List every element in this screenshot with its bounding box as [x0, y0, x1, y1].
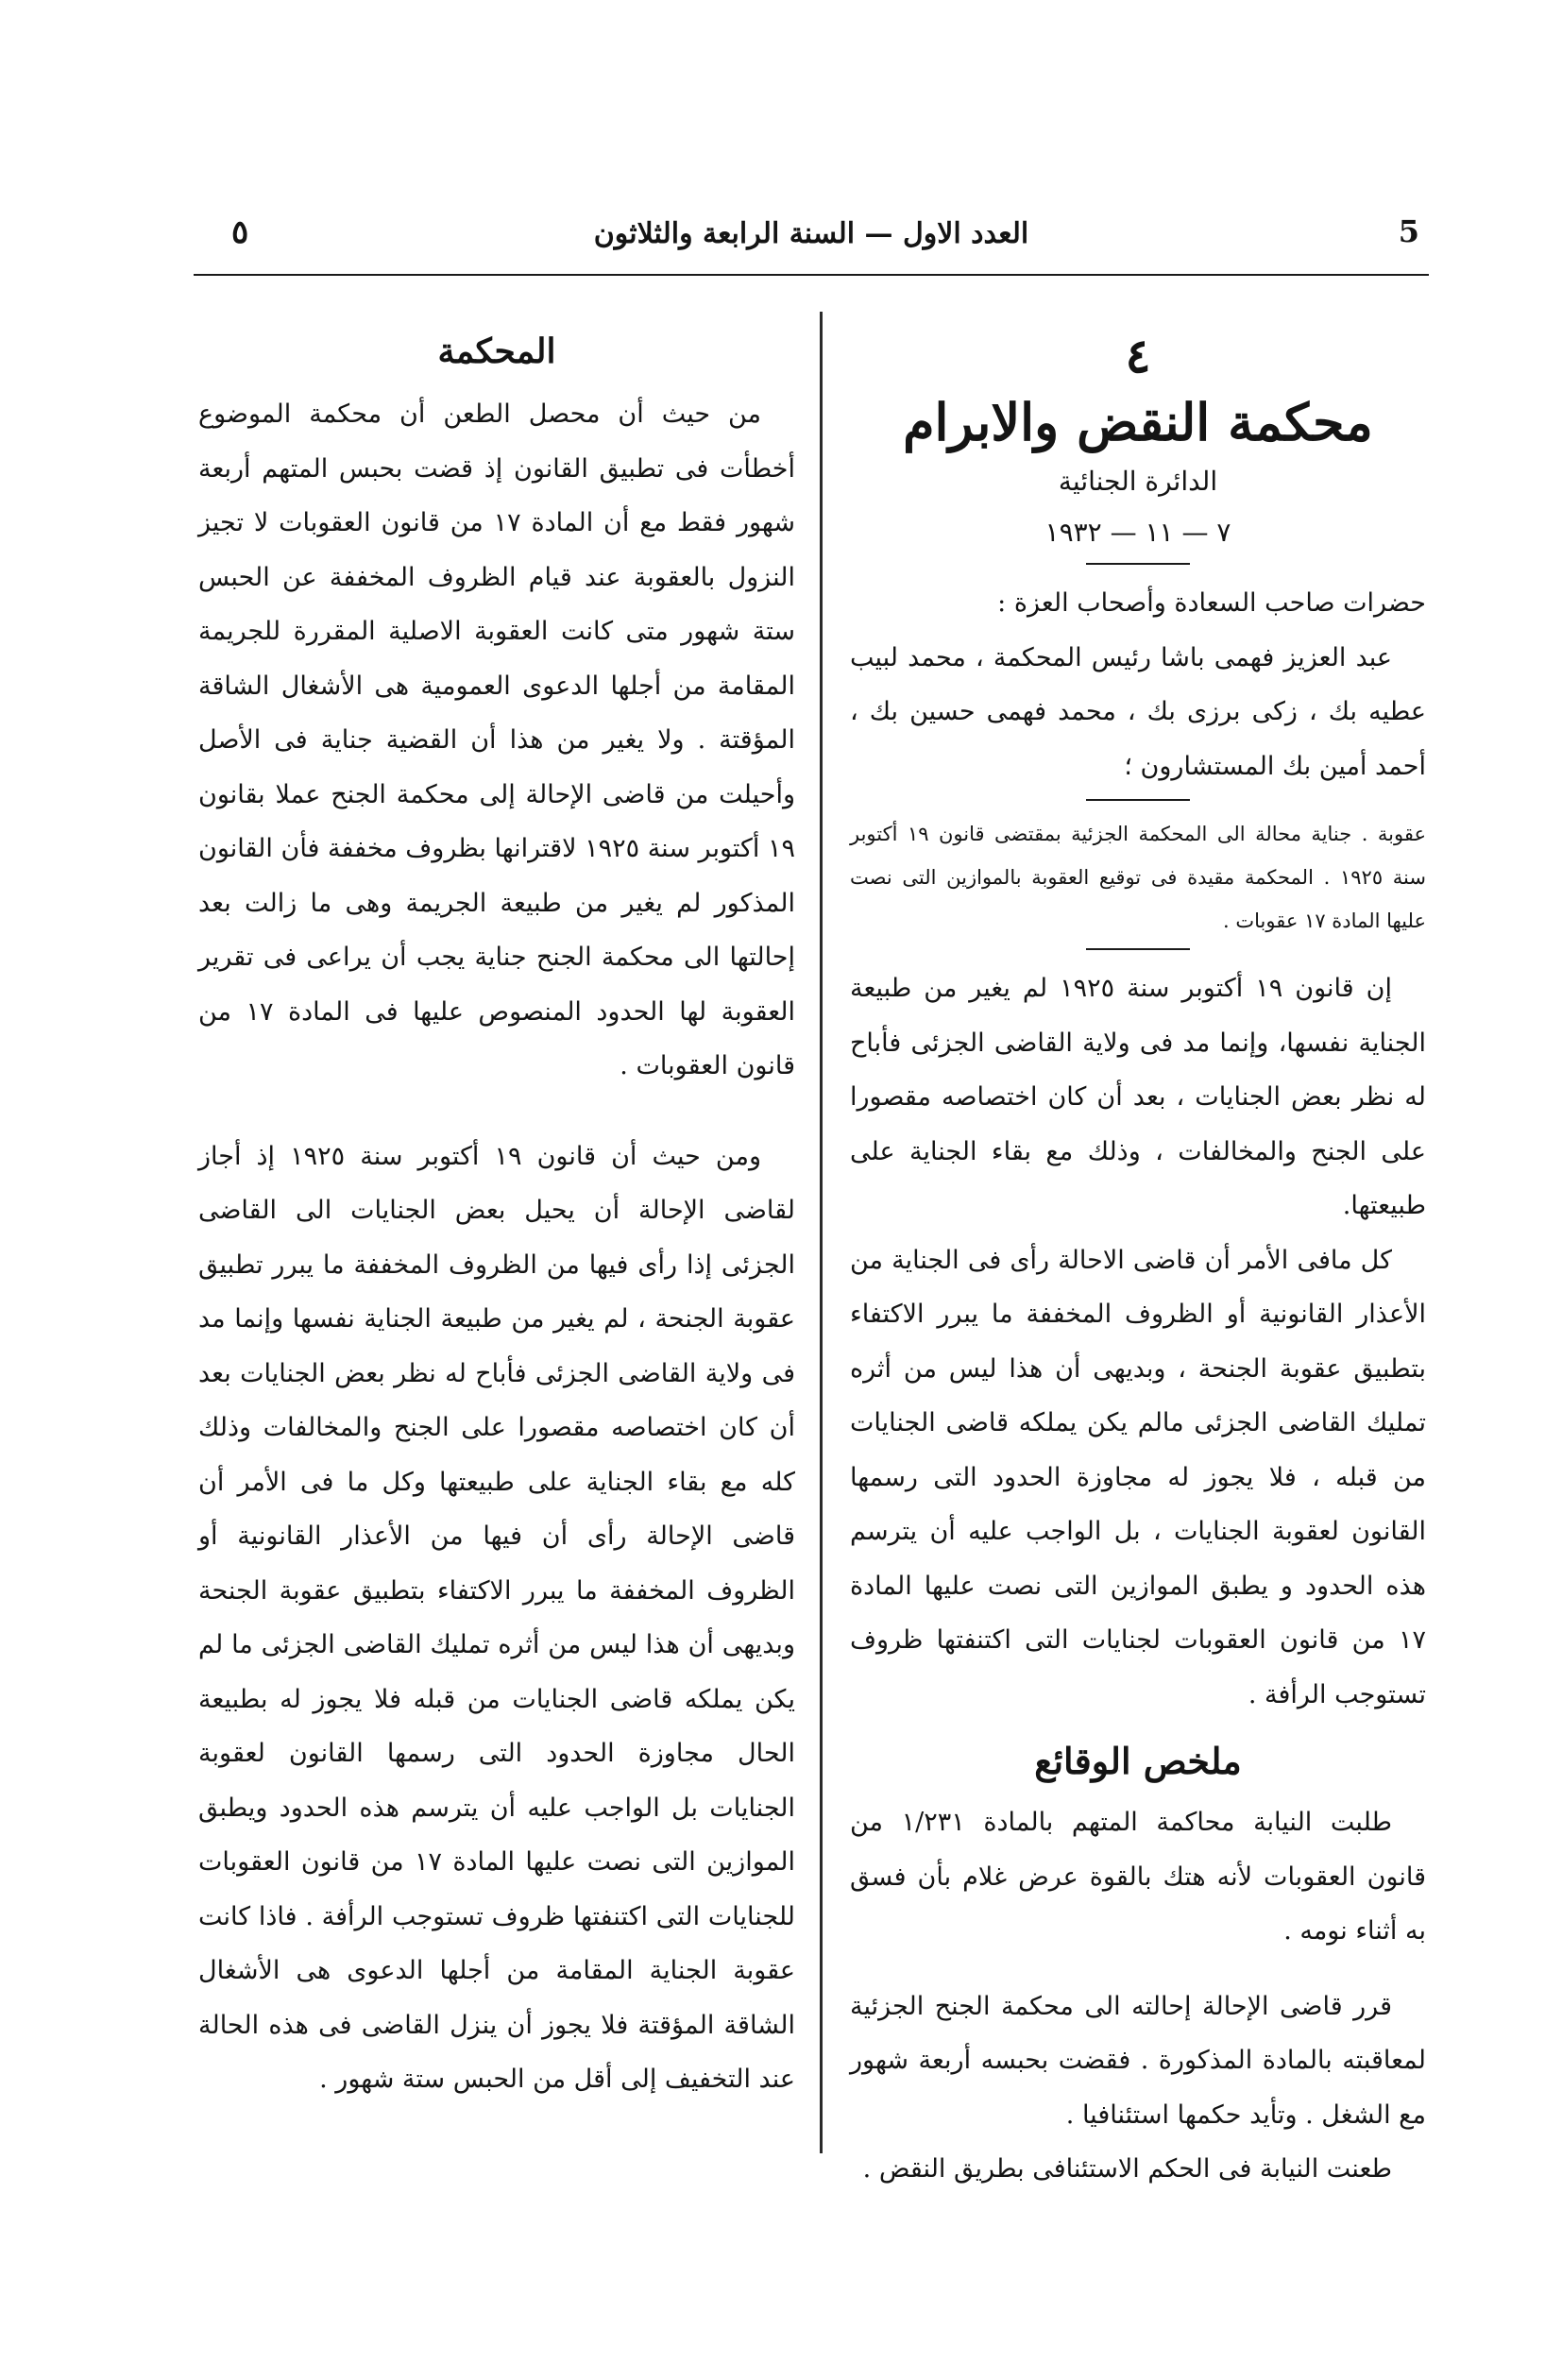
principle-paragraph-1: إن قانون ١٩ أكتوبر سنة ١٩٢٥ لم يغير من طبيعة الجناية نفسها، وإنما مد فى ولاية القاضى الجزئى فأباح له نظر بعض الجنايات ، بعد أن كان اختصاصه مقصورا على الجنح والمخالفات ، وذلك مع بقاء الجناية على طبيعتها.: [850, 974, 1426, 1220]
ruling-paragraph-2: ومن حيث أن قانون ١٩ أكتوبر سنة ١٩٢٥ إذ أجاز لقاضى الإحالة أن يحيل بعض الجنايات الى القاضى الجزئى إذا رأى فيها من الظروف المخففة ما يبرر تطبيق عقوبة الجنحة ، لم يغير من طبيعة الجناية نفسها وإنما مد فى ولاية القاضى الجزئى فأباح له نظر بعض الجنايات بعد أن كان اختصاصه مقصورا على الجنح والمخالفات وذلك كله مع بقاء الجناية على طبيعتها وكل ما فى الأمر أن قاضى الإحالة رأى أن فيها من الأعذار القانونية أو الظروف المخففة ما يبرر الاكتفاء بتطبيق عقوبة الجنحة وبديهى أن هذا ليس من أثره تمليك القاضى الجزئى ما لم يكن يملكه قاضى الجنايات من قبله فلا يجوز له بطبيعة الحال مجاوزة الحدود التى رسمها القانون لعقوبة الجنايات بل الواجب عليه أن يترسم هذه الحدود ويطبق الموازين التى نصت عليها المادة ١٧ من قانون العقوبات للجنايات التى اكتنفتها ظروف تستوجب الرأفة . فاذا كانت عقوبة الجناية المقامة من أجلها الدعوى هى الأشغال الشاقة المؤقتة فلا يجوز أن ينزل القاضى فى هذه الحالة عند التخفيف إلى أقل من الحبس ستة شهور .: [198, 1141, 795, 2094]
column-divider: [820, 312, 823, 2153]
page-number-arabic: ٥: [231, 213, 249, 251]
ruling-paragraph-1: من حيث أن محصل الطعن أن محكمة الموضوع أخطأت فى تطبيق القانون إذ قضت بحبس المتهم أربعة شهور فقط مع أن المادة ١٧ من قانون العقوبات لا تجيز النزول بالعقوبة عند قيام الظروف المخففة عن الحبس ستة شهور متى كانت العقوبة الاصلية المقررة للجريمة المقامة من أجلها الدعوى العمومية هى الأشغال الشاقة المؤقتة . ولا يغير من هذا أن القضية جناية فى الأصل وأحيلت من قاضى الإحالة إلى محكمة الجنح عملا بقانون ١٩ أكتوبر سنة ١٩٢٥ لاقترانها بظروف مخففة فأن القانون المذكور لم يغير من طبيعة الجريمة وهى ما زالت بعد إحالتها الى محكمة الجنح جناية يجب أن يراعى فى تقرير العقوبة لها الحدود المنصوص عليها فى المادة ١٧ من قانون العقوبات .: [198, 400, 796, 1080]
right-column: [850, 321, 1426, 2197]
case-date: ٧ — ١١ — ١٩٣٢: [1044, 517, 1231, 548]
summary-rule-top: [1086, 799, 1190, 801]
running-header: [194, 213, 1429, 263]
facts-paragraph-1: طلبت النيابة محاكمة المتهم بالمادة ١/٢٣١ من قانون العقوبات لأنه هتك بالقوة عرض غلام بأن فسق به أثناء نومه .: [850, 1808, 1426, 1946]
spacer: [850, 1959, 1426, 1980]
attendees-list: عبد العزيز فهمى باشا رئيس المحكمة ، محمد لبيب عطيه بك ، زكى برزى بك ، محمد فهمى حسين بك ، أحمد أمين بك المستشارون ؛: [850, 642, 1426, 781]
header-rule: [194, 274, 1429, 276]
issue-title: العدد الاول — السنة الرابعة والثلاثون: [593, 217, 1029, 250]
facts-paragraph-3: طعنت النيابة فى الحكم الاستئنافى بطريق النقض .: [862, 2154, 1392, 2184]
court-name: محكمة النقض والابرام: [903, 392, 1373, 452]
circuit-name: الدائرة الجنائية: [1058, 466, 1218, 497]
attendees-intro: حضرات صاحب السعادة وأصحاب العزة :: [997, 588, 1426, 618]
case-number: ٤: [1125, 328, 1151, 383]
principle-paragraph-2: كل مافى الأمر أن قاضى الاحالة رأى فى الجناية من الأعذار القانونية أو الظروف المخففة ما يبرر الاكتفاء بتطبيق عقوبة الجنحة ، وبديهى أن هذا ليس من أثره تمليك القاضى الجزئى مالم يكن يملكه قاضى الجنايات من قبله ، فلا يجوز له مجاوزة الحدود التى رسمها القانون لعقوبة الجنايات ، بل الواجب عليه أن يترسم هذه الحدود و يطبق الموازين التى نصت عليها المادة ١٧ من قانون العقوبات لجنايات التى اكتنفتها ظروف تستوجب الرأفة .: [850, 1245, 1426, 1709]
left-column: [198, 321, 795, 2107]
spacer: [198, 1094, 795, 1130]
case-summary: عقوبة . جناية محالة الى المحكمة الجزئية بمقتضى قانون ١٩ أكتوبر سنة ١٩٢٥ . المحكمة مقيدة فى توقيع العقوبة بالموازين التى نصت عليها المادة ١٧ عقوبات .: [850, 823, 1426, 932]
ruling-heading: المحكمة: [437, 332, 556, 371]
facts-heading: ملخص الوقائع: [1034, 1740, 1242, 1782]
page-number-latin: 5: [1398, 213, 1419, 249]
summary-rule-bottom: [1086, 948, 1190, 950]
date-rule: [1086, 563, 1190, 565]
facts-paragraph-2: قرر قاضى الإحالة إحالته الى محكمة الجنح الجزئية لمعاقبته بالمادة المذكورة . فقضت بحبسه أربعة شهور مع الشغل . وتأيد حكمها استئنافيا .: [850, 1991, 1426, 2130]
